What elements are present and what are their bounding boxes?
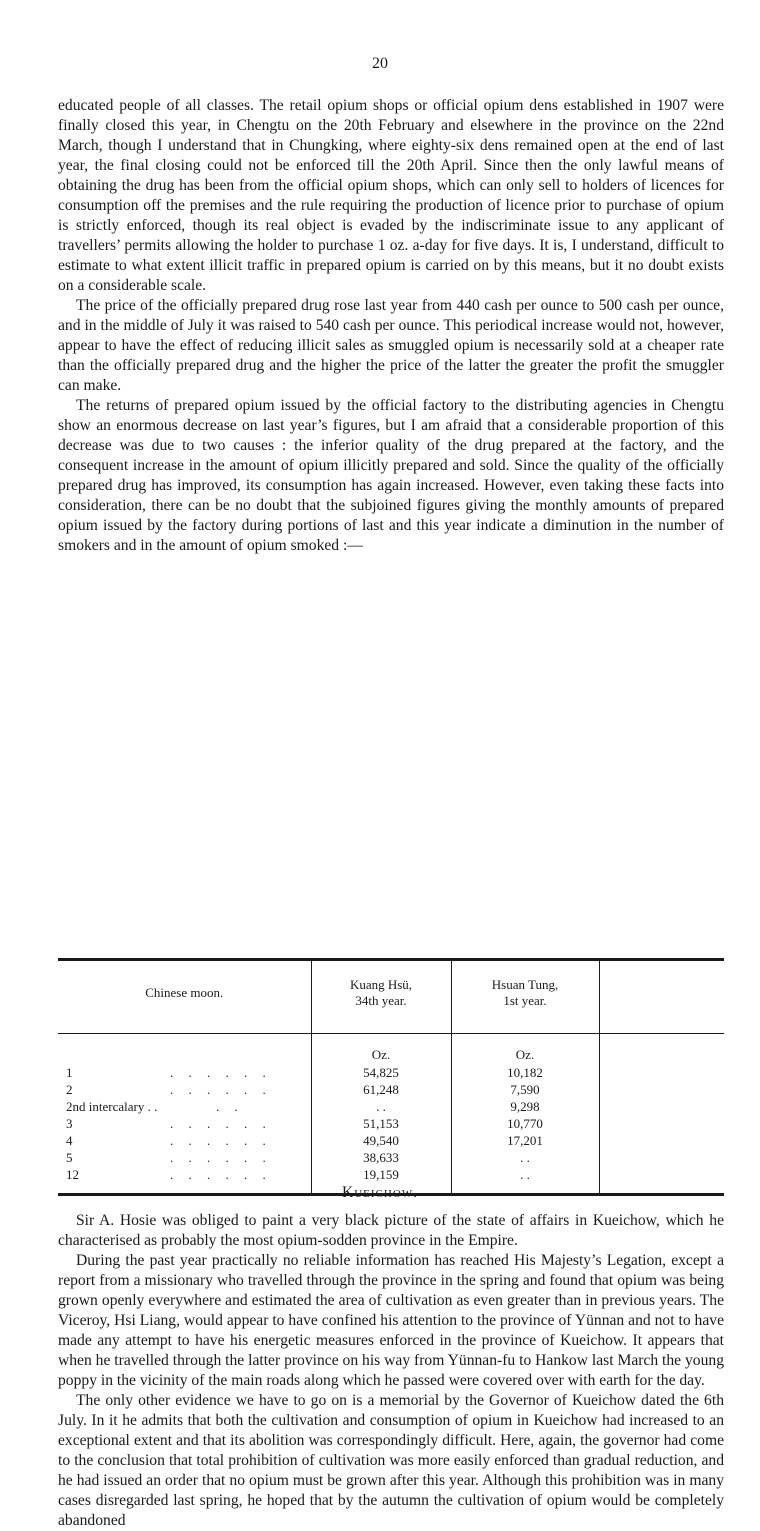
paragraph: The returns of prepared opium issued by the official factory to the distributing agencies in Chengtu show an enormous decrease on last year’s figures, but I am afraid that a considerable proportion of this decrease was due to two causes : the inferior quality of the drug prepared at the factory, and the consequent increase in the amount of opium illicitly prepared and sold. Since the quality of the officially prepared drug has improved, its consumption has again increased. However, even taking these facts into consideration, there can be no doubt that the subjoined figures giving the monthly amounts of prepared opium issued by the factory during portions of last and this year indicate a diminution in the number of smokers and in the amount of opium smoked :— xyxy=(58,397,724,554)
header-hsuan-tung xyxy=(451,961,599,1033)
moon-cell: 2 . . . . . . xyxy=(66,1082,272,1097)
kuang-value: 51,153 xyxy=(311,1115,451,1132)
hsuan-value: . . xyxy=(451,1149,599,1166)
kuang-value: . . xyxy=(311,1098,451,1115)
header-hsuan-line1: Hsuan Tung, xyxy=(491,977,559,992)
table-row xyxy=(58,1115,724,1132)
kueichow-text-block xyxy=(58,1211,724,1531)
table-row xyxy=(58,1064,724,1081)
header-kuang-line2: 34th year. xyxy=(355,993,407,1008)
kuang-value: 19,159 xyxy=(311,1166,451,1193)
table-units-row xyxy=(58,1034,724,1064)
kuang-value: 54,825 xyxy=(311,1064,451,1081)
header-hsuan-line2: 1st year. xyxy=(503,993,547,1008)
kuang-value: 49,540 xyxy=(311,1132,451,1149)
table-grid xyxy=(58,961,724,1193)
hsuan-value: 10,770 xyxy=(451,1115,599,1132)
table-row xyxy=(58,1098,724,1115)
section-heading-kueichow: Kueichow. xyxy=(341,1184,419,1201)
header-kuang-hsu xyxy=(311,961,451,1033)
kuang-value: 38,633 xyxy=(311,1149,451,1166)
paragraph: Sir A. Hosie was obliged to paint a very black picture of the state of affairs in Kueichow, which he characterised as probably the most opium-sodden province in the Empire. xyxy=(58,1212,724,1249)
paragraph: During the past year practically no reliable information has reached His Majesty’s Legation, except a report from a missionary who travelled through the province in the spring and found that opium was being grown openly everywhere and estimated the area of cultivation as even greater than in previous years. The Viceroy, Hsi Liang, would appear to have confined his attention to the province of Yünnan and not to have made any attempt to have his energetic measures enforced in the province of Kueichow. It appears that when he travelled through the latter province on his way from Yünnan-fu to Hankow last March the young poppy in the vicinity of the main roads along which he passed were covered over with earth for the day. xyxy=(58,1252,724,1389)
table-row xyxy=(58,1081,724,1098)
kuang-value: 61,248 xyxy=(311,1081,451,1098)
units-kuang: Oz. xyxy=(311,1034,451,1064)
intro-text-block xyxy=(58,96,724,556)
moon-cell: 5 . . . . . . xyxy=(66,1150,272,1165)
paragraph: The price of the officially prepared drug rose last year from 440 cash per ounce to 500 cash per ounce, and in the middle of July it was raised to 540 cash per ounce. This periodical increase would not, however, appear to have the effect of reducing illicit sales as smuggled opium is necessarily sold at a cheaper rate than the officially prepared drug and the higher the price of the latter the greater the profit the smuggler can make. xyxy=(58,297,724,394)
units-moon-cell xyxy=(58,1034,311,1064)
hsuan-value: . . xyxy=(451,1166,599,1193)
hsuan-value: 10,182 xyxy=(451,1064,599,1081)
hsuan-value: 9,298 xyxy=(451,1098,599,1115)
header-empty xyxy=(599,961,724,1033)
moon-cell: 3 . . . . . . xyxy=(66,1116,272,1131)
units-hsuan: Oz. xyxy=(451,1034,599,1064)
paragraph: The only other evidence we have to go on is a memorial by the Governor of Kueichow dated the 6th July. In it he admits that both the cultivation and consumption of opium in Kueichow had increased to an exceptional extent and that its abolition was correspondingly difficult. Here, again, the governor had come to the conclusion that total prohibition of cultivation was more easily enforced than gradual reduction, and he had issued an order that no opium must be grown after this year. Although this prohibition was in many cases disregarded last spring, he hoped that by the autumn the cultivation of opium would be completely abandoned xyxy=(58,1392,724,1529)
moon-cell: 4 . . . . . . xyxy=(66,1133,272,1148)
moon-cell: 2nd intercalary . . . . xyxy=(66,1099,244,1114)
table-row xyxy=(58,1149,724,1166)
header-kuang-line1: Kuang Hsü, xyxy=(349,977,413,992)
paragraph: educated people of all classes. The retail opium shops or official opium dens established in 1907 were finally closed this year, in Chengtu on the 20th February and elsewhere in the province on the 22nd March, though I understand that in Chungking, where eighty-six dens remained open at the end of last year, the final closing could not be enforced till the 20th April. Since then the only lawful means of obtaining the drug has been from the official opium shops, which can only sell to holders of licences for consumption off the premises and the rule requiring the production of licence prior to purchase of opium is strictly enforced, though its real object is evaded by the indiscriminate issue to any applicant of travellers’ permits allowing the holder to purchase 1 oz. a-day for five days. It is, I understand, difficult to estimate to what extent illicit traffic in prepared opium is carried on by this means, but it no doubt exists on a considerable scale. xyxy=(58,97,724,294)
moon-cell: 12 . . . . . . xyxy=(66,1167,272,1182)
header-chinese-moon: Chinese moon. xyxy=(145,985,224,1000)
opium-issue-table xyxy=(58,958,724,1196)
table-header-row xyxy=(58,961,724,1033)
hsuan-value: 17,201 xyxy=(451,1132,599,1149)
hsuan-value: 7,590 xyxy=(451,1081,599,1098)
table-row xyxy=(58,1132,724,1149)
page-number: 20 xyxy=(372,55,388,72)
moon-cell: 1 . . . . . . xyxy=(66,1065,272,1080)
